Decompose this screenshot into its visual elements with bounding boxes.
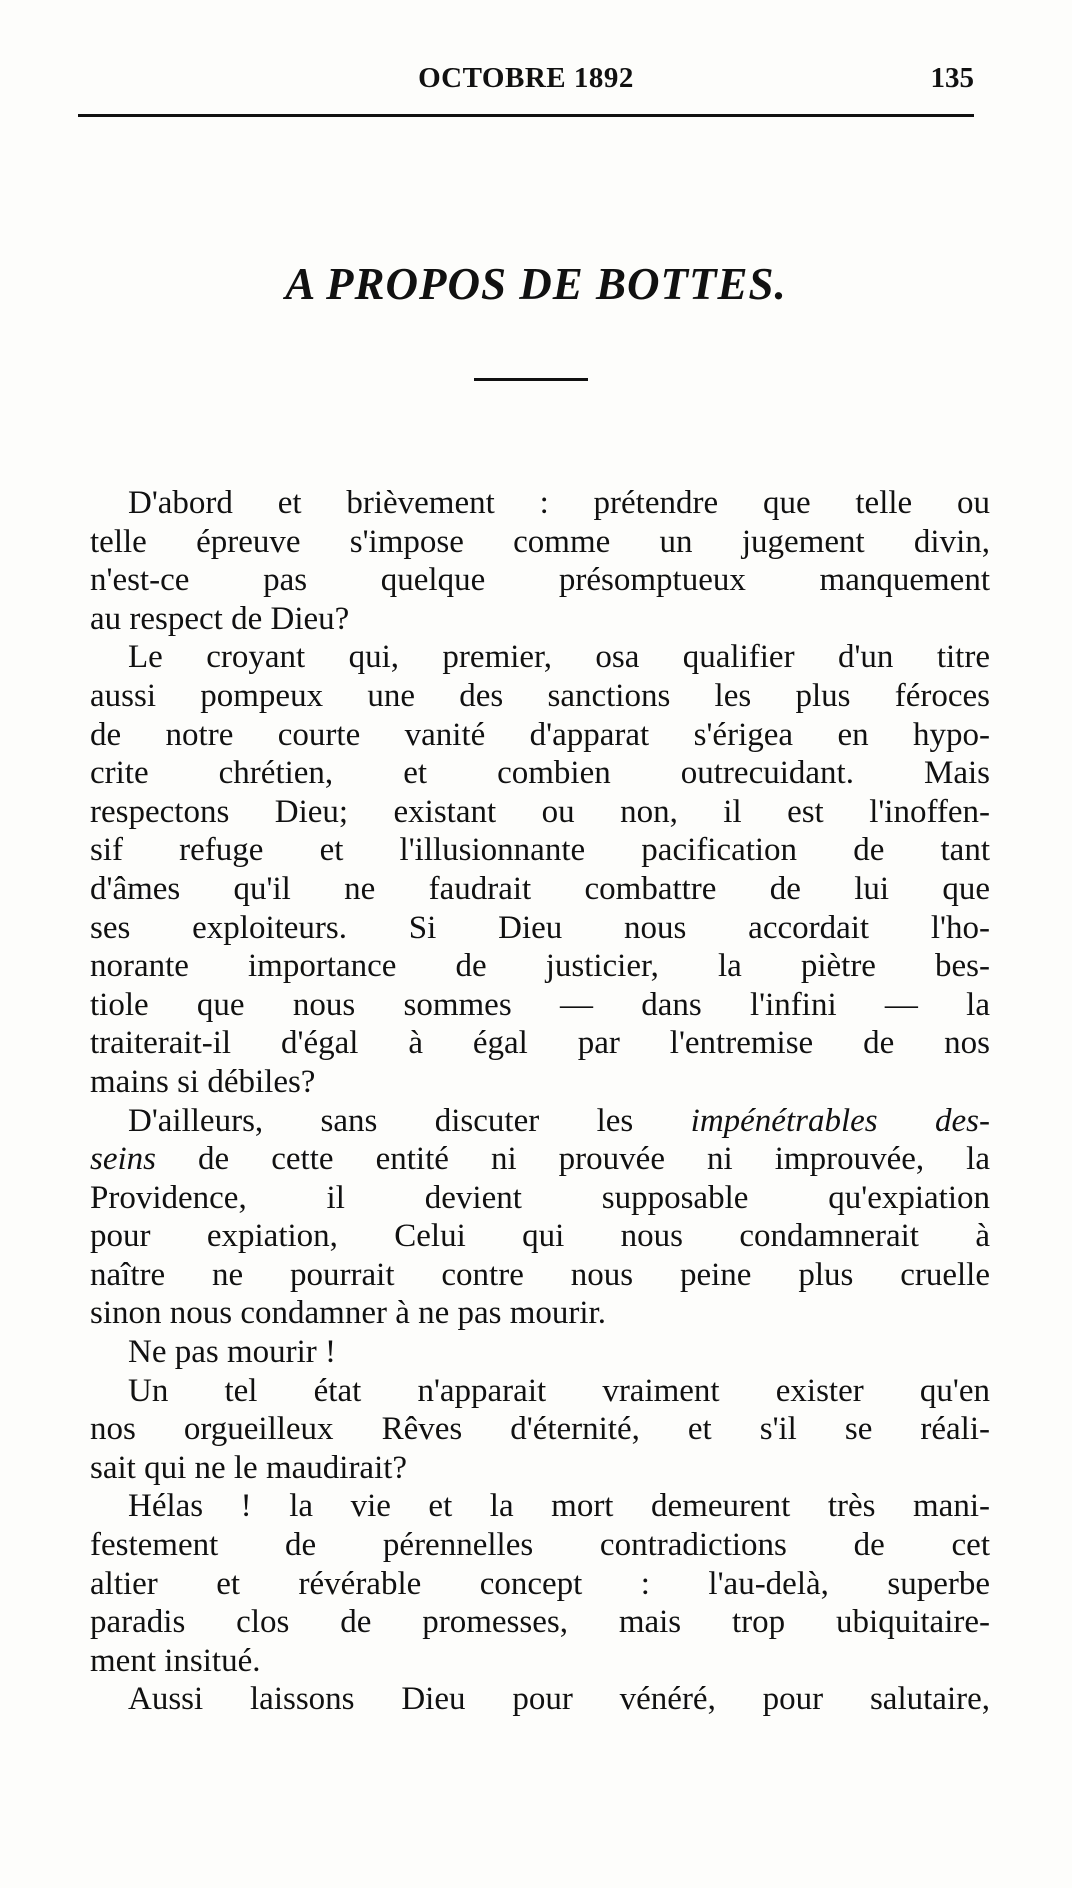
text-line: paradis clos de promesses, mais trop ubiquitaire- xyxy=(90,1604,990,1641)
header-rule xyxy=(78,114,974,117)
text-line: crite chrétien, et combien outrecuidant. Mais xyxy=(90,755,990,792)
text-line: altier et révérable concept : l'au-delà, superbe xyxy=(90,1565,990,1602)
title-separator xyxy=(474,378,588,381)
text-line: D'abord et brièvement : prétendre que telle ou xyxy=(128,485,990,521)
text-line: Aussi laissons Dieu pour vénéré, pour salutaire, xyxy=(128,1681,990,1718)
page-number: 135 xyxy=(930,62,974,94)
text-line: Le croyant qui, premier, osa qualifier d'un titre xyxy=(128,639,990,676)
text-line: au respect de Dieu? xyxy=(90,600,350,637)
text-line: de notre courte vanité d'apparat s'érigea en hypo- xyxy=(90,716,990,753)
italic-phrase: seins xyxy=(90,1141,156,1178)
article-title: A PROPOS DE BOTTES. xyxy=(285,259,787,309)
text-line: seins de cette entité ni prouvée ni improuvée, la xyxy=(90,1141,990,1178)
text-line: ses exploiteurs. Si Dieu nous accordait l'ho- xyxy=(90,909,990,946)
running-title: OCTOBRE 1892 xyxy=(418,62,634,94)
text-line: respectons Dieu; existant ou non, il est l'inoffen- xyxy=(90,793,990,830)
text-line: Hélas ! la vie et la mort demeurent très mani- xyxy=(128,1488,990,1525)
text-line: n'est-ce pas quelque présomptueux manquement xyxy=(90,562,990,599)
text-line: traiterait-il d'égal à égal par l'entremise de nos xyxy=(90,1025,990,1062)
text-line: sait qui ne le maudirait? xyxy=(90,1449,408,1486)
text-line: mains si débiles? xyxy=(90,1063,316,1100)
text-line: sif refuge et l'illusionnante pacification de tant xyxy=(90,832,990,869)
text-line: nos orgueilleux Rêves d'éternité, et s'il se réali- xyxy=(90,1411,990,1448)
text-line: pour expiation, Celui qui nous condamnerait à xyxy=(90,1218,990,1255)
text-line: Un tel état n'apparait vraiment exister qu'en xyxy=(128,1372,990,1409)
text-line: aussi pompeux une des sanctions les plus féroces xyxy=(90,677,990,714)
text-line: telle épreuve s'impose comme un jugement divin, xyxy=(90,523,990,560)
text-line: d'âmes qu'il ne faudrait combattre de lui que xyxy=(90,870,990,907)
text-line: ment insitué. xyxy=(90,1642,261,1679)
text-line: tiole que nous sommes — dans l'infini — la xyxy=(90,986,990,1023)
article-body xyxy=(90,484,990,1719)
text-line: Ne pas mourir ! xyxy=(128,1334,337,1371)
text-line: norante importance de justicier, la piètre bes- xyxy=(90,948,990,985)
text-line: naître ne pourrait contre nous peine plus cruelle xyxy=(90,1256,990,1293)
italic-phrase: impénétrables des- xyxy=(690,1102,990,1139)
text-line: Providence, il devient supposable qu'expiation xyxy=(90,1179,990,1216)
text-line: D'ailleurs, sans discuter les impénétrables des- xyxy=(128,1102,990,1139)
text-line: sinon nous condamner à ne pas mourir. xyxy=(90,1295,606,1332)
running-head xyxy=(78,62,974,102)
text-line: festement de pérennelles contradictions de cet xyxy=(90,1527,990,1564)
